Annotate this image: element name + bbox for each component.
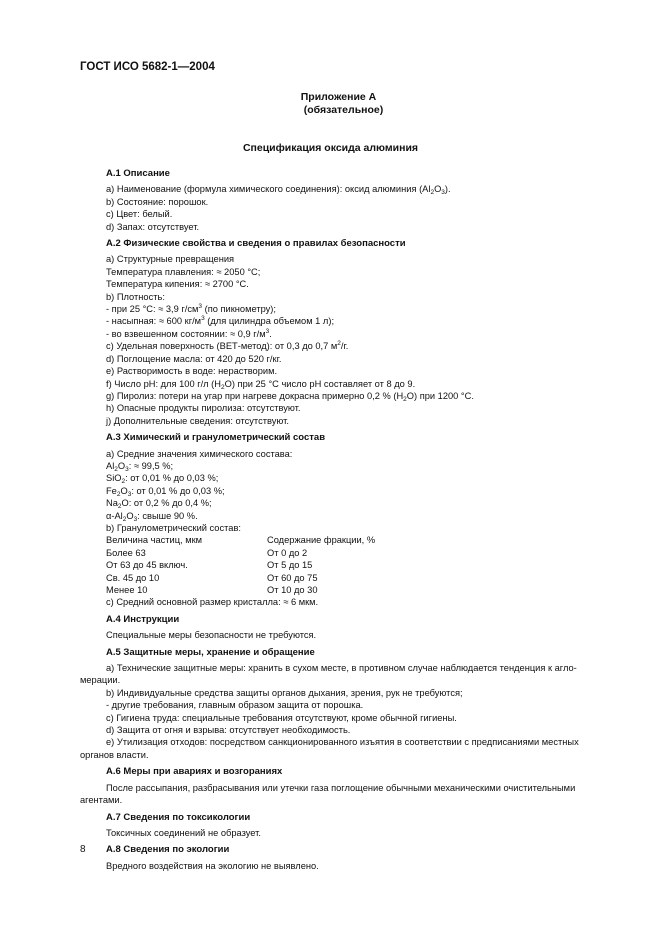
a5-item-b-cont: - другие требования, главным образом защита от порошка. <box>106 700 364 711</box>
a1-item-b: b) Состояние: порошок. <box>106 196 209 207</box>
annex-subtitle: (обязательное) <box>303 104 384 116</box>
section-a8-heading: А.8 Сведения по экологии <box>106 844 230 856</box>
a3-gran-intro: b) Гранулометрический состав: <box>106 522 241 533</box>
specification-title: Спецификация оксида алюминия <box>242 142 419 154</box>
a1-item-d: d) Запах: отсутствует. <box>106 221 200 232</box>
a3-fe2o3: $Fe_2O_3$: от 0,01 % до 0,03 %; <box>106 485 225 498</box>
table-cell: От 63 до 45 включ. <box>106 560 188 571</box>
table-cell: От 10 до 30 <box>267 585 318 595</box>
section-a5-heading: А.5 Защитные меры, хранение и обращение <box>106 646 315 658</box>
a1-item-c: c) Цвет: белый. <box>106 209 173 220</box>
a5-item-e: е) Утилизация отходов: посредством санкционированного изъятия в соответствии с предписаниями местных органов власти. <box>80 737 579 760</box>
a2-line: j) Дополнительные сведения: отсутствуют. <box>106 415 289 426</box>
annex-title: Приложение А <box>300 91 377 103</box>
a4-text: Специальные меры безопасности не требуются. <box>106 630 317 641</box>
a2-line: b) Плотность: <box>106 291 165 302</box>
a2-line: а) Структурные превращения <box>106 254 235 265</box>
a3-na2o: $Na_2O$: от 0,2 % до 0,4 %; <box>106 498 212 511</box>
a2-line: d) Поглощение масла: от 420 до 520 г/кг. <box>106 353 282 364</box>
a3-sio2: SiO$_2$: от 0,01 % до 0,03 %; <box>106 473 219 486</box>
table-header-fraction: Содержание фракции, % <box>267 535 376 546</box>
table-cell: Более 63 <box>106 547 146 558</box>
a2-line: h) Опасные продукты пиролиза: отсутствуют. <box>106 403 301 414</box>
a2-line: е) Растворимость в воде: нерастворим. <box>106 366 278 377</box>
a3-crystal: с) Средний основной размер кристалла: ≈ 6 мкм. <box>106 597 319 608</box>
a3-alpha-al2o3: $\alpha-Al_2O_3$: свыше 90 %. <box>106 510 198 523</box>
table-cell: От 60 до 75 <box>267 572 318 583</box>
annex-heading <box>0 91 661 117</box>
a2-density-line: - при 25 °С: ≈ 3,9 $г/см^3$ (по пикнометру); <box>106 303 276 315</box>
a2-line: Температура кипения: ≈ 2700 °С. <box>106 279 249 290</box>
section-a4-heading: А.4 Инструкции <box>106 613 180 625</box>
section-a1-heading: А.1 Описание <box>106 168 170 179</box>
a3-al2o3: $Al_2O_3$: ≈ 99,5 %; <box>106 460 174 473</box>
a2-line: Температура плавления: ≈ 2050 °С; <box>106 266 261 277</box>
table-cell: Менее 10 <box>106 585 148 595</box>
document-header: ГОСТ ИСО 5682-1—2004 <box>80 61 215 73</box>
section-a3-heading: А.3 Химический и гранулометрический состав <box>106 432 326 444</box>
a5-item-b: b) Индивидуальные средства защиты органов дыхания, зрения, рук не требуются; <box>106 687 463 698</box>
a2-surface-line: с) Удельная поверхность (ВЕТ-метод): от 0,3 до 0,7 $м^2/г$. <box>106 340 349 352</box>
a2-ph-line: f) Число pH: для 100 г/л $(H_2O)$ при 25 °С число pH составляет от 8 до 9. <box>106 378 416 391</box>
section-a2-heading: А.2 Физические свойства и сведения о правилах безопасности <box>106 238 406 250</box>
a5-item-a: а) Технические защитные меры: хранить в сухом месте, в противном случае наблюдается тенденция к агло- мерации. <box>80 663 577 686</box>
a2-pyrolysis-line: g) Пиролиз: потери на угар при нагреве докрасна примерно 0,2 % $(H_2O)$ при 1200 °С. <box>106 390 474 403</box>
a8-text: Вредного воздействия на экологию не выявлено. <box>106 860 319 871</box>
table-cell: Св. 45 до 10 <box>106 572 160 583</box>
table-cell: От 5 до 15 <box>267 560 313 571</box>
a5-item-d: d) Защита от огня и взрыва: отсутствует необходимость. <box>106 725 351 736</box>
a7-text: Токсичных соединений не образует. <box>106 827 261 838</box>
section-a7-heading: А.7 Сведения по токсикологии <box>106 811 251 823</box>
section-a6-heading: А.6 Меры при авариях и возгораниях <box>106 766 283 778</box>
page-number: 8 <box>80 844 86 855</box>
a6-text: После рассыпания, разбрасывания или утечки газа поглощение обычными механическими очистительными агентами. <box>80 782 576 806</box>
table-header-size: Величина частиц, мкм <box>106 535 203 546</box>
table-cell: От 0 до 2 <box>267 547 308 558</box>
a3-intro: а) Средние значения химического состава: <box>106 448 293 459</box>
a2-density-line: - во взвешенном состоянии: ≈ 0,9 $г/м^3$. <box>106 327 272 339</box>
granulometry-table <box>106 534 592 596</box>
a5-item-c: с) Гигиена труда: специальные требования отсутствуют, кроме обычной гигиены. <box>106 712 457 723</box>
a2-density-line: - насыпная: ≈ 600 $кг/м^3$ (для цилиндра объемом 1 л); <box>106 315 335 327</box>
a1-item-a: а) Наименование (формула химического соединения): оксид алюминия $(Al_2O_3)$. <box>106 184 451 197</box>
annex-content <box>80 165 592 872</box>
